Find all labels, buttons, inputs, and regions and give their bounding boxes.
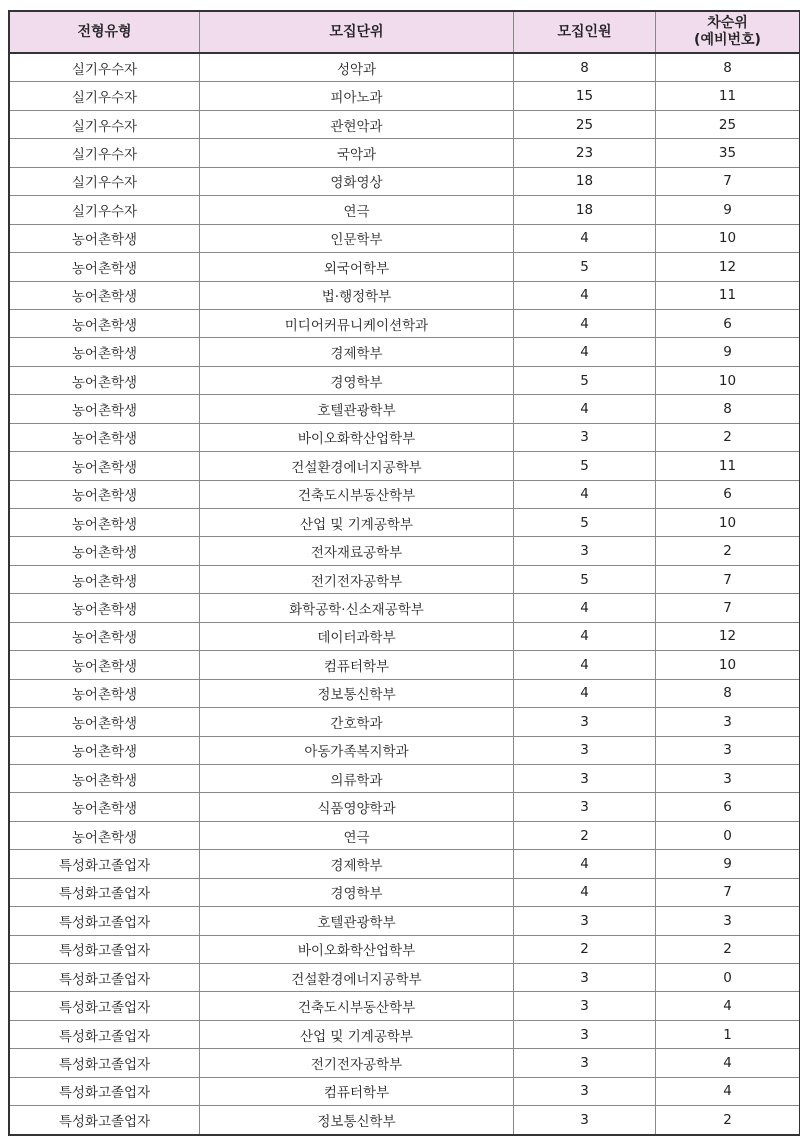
cell-count: 4 [514,309,656,337]
table-row [9,395,800,423]
cell-unit: 미디어커뮤니케이션학과 [200,309,514,337]
cell-rank: 2 [656,423,800,451]
cell-type: 농어촌학생 [9,736,200,764]
cell-type: 실기우수자 [9,139,200,167]
cell-count: 3 [514,964,656,992]
cell-unit: 식품영양학과 [200,793,514,821]
table-row [9,509,800,537]
header-count: 모집인원 [514,11,656,53]
table-row [9,167,800,195]
cell-unit: 컴퓨터학부 [200,651,514,679]
cell-count: 4 [514,850,656,878]
cell-type: 농어촌학생 [9,338,200,366]
table-row [9,878,800,906]
table-row [9,1077,800,1105]
cell-unit: 국악과 [200,139,514,167]
cell-rank: 10 [656,366,800,394]
table-row [9,224,800,252]
cell-count: 5 [514,366,656,394]
cell-type: 특성화고졸업자 [9,1106,200,1135]
cell-type: 농어촌학생 [9,651,200,679]
cell-type: 농어촌학생 [9,537,200,565]
cell-unit: 정보통신학부 [200,679,514,707]
cell-type: 농어촌학생 [9,509,200,537]
cell-count: 4 [514,878,656,906]
cell-type: 농어촌학생 [9,395,200,423]
cell-rank: 7 [656,167,800,195]
cell-type: 특성화고졸업자 [9,907,200,935]
cell-type: 농어촌학생 [9,253,200,281]
cell-rank: 7 [656,878,800,906]
cell-rank: 2 [656,537,800,565]
table-row [9,935,800,963]
cell-count: 5 [514,452,656,480]
cell-count: 4 [514,281,656,309]
cell-rank: 11 [656,82,800,110]
cell-type: 농어촌학생 [9,708,200,736]
table-row [9,537,800,565]
cell-rank: 4 [656,992,800,1020]
cell-type: 농어촌학생 [9,764,200,792]
cell-unit: 전기전자공학부 [200,1049,514,1077]
table-row [9,281,800,309]
cell-count: 18 [514,196,656,224]
cell-rank: 2 [656,935,800,963]
cell-type: 특성화고졸업자 [9,1077,200,1105]
header-row [9,11,800,53]
cell-type: 농어촌학생 [9,622,200,650]
cell-unit: 건설환경에너지공학부 [200,964,514,992]
cell-type: 실기우수자 [9,167,200,195]
cell-rank: 10 [656,651,800,679]
cell-unit: 법·행정학부 [200,281,514,309]
cell-count: 2 [514,821,656,849]
cell-rank: 3 [656,907,800,935]
cell-count: 5 [514,253,656,281]
cell-rank: 8 [656,53,800,82]
cell-type: 특성화고졸업자 [9,1020,200,1048]
cell-unit: 전자재료공학부 [200,537,514,565]
table-row [9,992,800,1020]
cell-count: 18 [514,167,656,195]
cell-unit: 건축도시부동산학부 [200,480,514,508]
cell-count: 4 [514,224,656,252]
table-row [9,338,800,366]
cell-rank: 9 [656,196,800,224]
cell-unit: 바이오화학산업학부 [200,423,514,451]
table-row [9,594,800,622]
header-rank [656,11,800,53]
cell-count: 2 [514,935,656,963]
cell-rank: 8 [656,395,800,423]
cell-rank: 25 [656,110,800,138]
cell-unit: 호텔관광학부 [200,395,514,423]
cell-count: 15 [514,82,656,110]
table-body [9,53,800,1135]
cell-rank: 6 [656,793,800,821]
cell-count: 4 [514,679,656,707]
cell-count: 23 [514,139,656,167]
cell-count: 3 [514,537,656,565]
cell-unit: 화학공학·신소재공학부 [200,594,514,622]
cell-unit: 컴퓨터학부 [200,1077,514,1105]
cell-rank: 9 [656,850,800,878]
cell-type: 농어촌학생 [9,565,200,593]
cell-rank: 3 [656,736,800,764]
cell-count: 4 [514,395,656,423]
table-row [9,53,800,82]
cell-count: 3 [514,907,656,935]
cell-unit: 경영학부 [200,878,514,906]
cell-unit: 의류학과 [200,764,514,792]
table-row [9,1020,800,1048]
cell-unit: 건설환경에너지공학부 [200,452,514,480]
cell-unit: 경제학부 [200,850,514,878]
cell-type: 특성화고졸업자 [9,850,200,878]
cell-count: 3 [514,1020,656,1048]
cell-count: 5 [514,509,656,537]
cell-count: 3 [514,764,656,792]
cell-count: 5 [514,565,656,593]
cell-unit: 건축도시부동산학부 [200,992,514,1020]
cell-rank: 3 [656,764,800,792]
cell-count: 3 [514,1106,656,1135]
table-row [9,452,800,480]
cell-type: 농어촌학생 [9,594,200,622]
cell-rank: 11 [656,452,800,480]
cell-unit: 외국어학부 [200,253,514,281]
cell-rank: 10 [656,509,800,537]
cell-type: 실기우수자 [9,82,200,110]
cell-rank: 10 [656,224,800,252]
cell-count: 3 [514,708,656,736]
cell-type: 실기우수자 [9,196,200,224]
admissions-document [8,10,794,1136]
table-row [9,964,800,992]
cell-unit: 데이터과학부 [200,622,514,650]
cell-type: 특성화고졸업자 [9,935,200,963]
table-row [9,565,800,593]
cell-unit: 성악과 [200,53,514,82]
cell-unit: 호텔관광학부 [200,907,514,935]
cell-unit: 아동가족복지학과 [200,736,514,764]
cell-unit: 바이오화학산업학부 [200,935,514,963]
cell-type: 농어촌학생 [9,366,200,394]
cell-count: 3 [514,793,656,821]
table-row [9,651,800,679]
cell-rank: 4 [656,1077,800,1105]
cell-rank: 3 [656,708,800,736]
cell-type: 특성화고졸업자 [9,992,200,1020]
cell-type: 실기우수자 [9,110,200,138]
cell-type: 특성화고졸업자 [9,878,200,906]
cell-type: 실기우수자 [9,53,200,82]
cell-type: 농어촌학생 [9,452,200,480]
cell-type: 농어촌학생 [9,480,200,508]
cell-count: 4 [514,651,656,679]
header-rank-line2: (예비번호) [694,32,761,48]
table-row [9,764,800,792]
cell-unit: 경영학부 [200,366,514,394]
cell-rank: 6 [656,309,800,337]
cell-unit: 경제학부 [200,338,514,366]
table-row [9,480,800,508]
table-row [9,708,800,736]
cell-count: 3 [514,423,656,451]
cell-unit: 간호학과 [200,708,514,736]
cell-unit: 피아노과 [200,82,514,110]
cell-count: 4 [514,594,656,622]
cell-rank: 6 [656,480,800,508]
cell-unit: 인문학부 [200,224,514,252]
table-row [9,423,800,451]
cell-rank: 12 [656,622,800,650]
cell-rank: 9 [656,338,800,366]
cell-type: 농어촌학생 [9,281,200,309]
table-row [9,850,800,878]
header-unit: 모집단위 [200,11,514,53]
table-row [9,1106,800,1135]
cell-type: 농어촌학생 [9,423,200,451]
cell-unit: 연극 [200,821,514,849]
cell-type: 농어촌학생 [9,793,200,821]
table-row [9,622,800,650]
cell-count: 3 [514,992,656,1020]
cell-count: 4 [514,480,656,508]
cell-rank: 2 [656,1106,800,1135]
cell-unit: 전기전자공학부 [200,565,514,593]
cell-type: 농어촌학생 [9,679,200,707]
cell-rank: 35 [656,139,800,167]
cell-type: 농어촌학생 [9,821,200,849]
cell-type: 농어촌학생 [9,309,200,337]
cell-count: 25 [514,110,656,138]
cell-unit: 산업 및 기계공학부 [200,1020,514,1048]
cell-rank: 0 [656,964,800,992]
table-row [9,196,800,224]
cell-rank: 8 [656,679,800,707]
cell-rank: 1 [656,1020,800,1048]
cell-count: 3 [514,1077,656,1105]
cell-unit: 정보통신학부 [200,1106,514,1135]
admissions-table [8,10,800,1136]
table-row [9,679,800,707]
cell-count: 4 [514,338,656,366]
table-row [9,793,800,821]
table-row [9,907,800,935]
table-row [9,1049,800,1077]
cell-count: 4 [514,622,656,650]
cell-type: 농어촌학생 [9,224,200,252]
cell-count: 8 [514,53,656,82]
table-row [9,110,800,138]
cell-type: 특성화고졸업자 [9,964,200,992]
cell-count: 3 [514,1049,656,1077]
header-type: 전형유형 [9,11,200,53]
table-row [9,82,800,110]
cell-unit: 연극 [200,196,514,224]
table-row [9,736,800,764]
table-row [9,821,800,849]
cell-rank: 4 [656,1049,800,1077]
table-row [9,253,800,281]
cell-rank: 7 [656,565,800,593]
cell-rank: 0 [656,821,800,849]
header-rank-line1: 차순위 [707,15,748,31]
cell-unit: 산업 및 기계공학부 [200,509,514,537]
table-row [9,366,800,394]
cell-rank: 12 [656,253,800,281]
cell-rank: 11 [656,281,800,309]
cell-count: 3 [514,736,656,764]
table-header [9,11,800,53]
cell-unit: 영화영상 [200,167,514,195]
cell-unit: 관현악과 [200,110,514,138]
table-row [9,139,800,167]
table-row [9,309,800,337]
cell-rank: 7 [656,594,800,622]
cell-type: 특성화고졸업자 [9,1049,200,1077]
